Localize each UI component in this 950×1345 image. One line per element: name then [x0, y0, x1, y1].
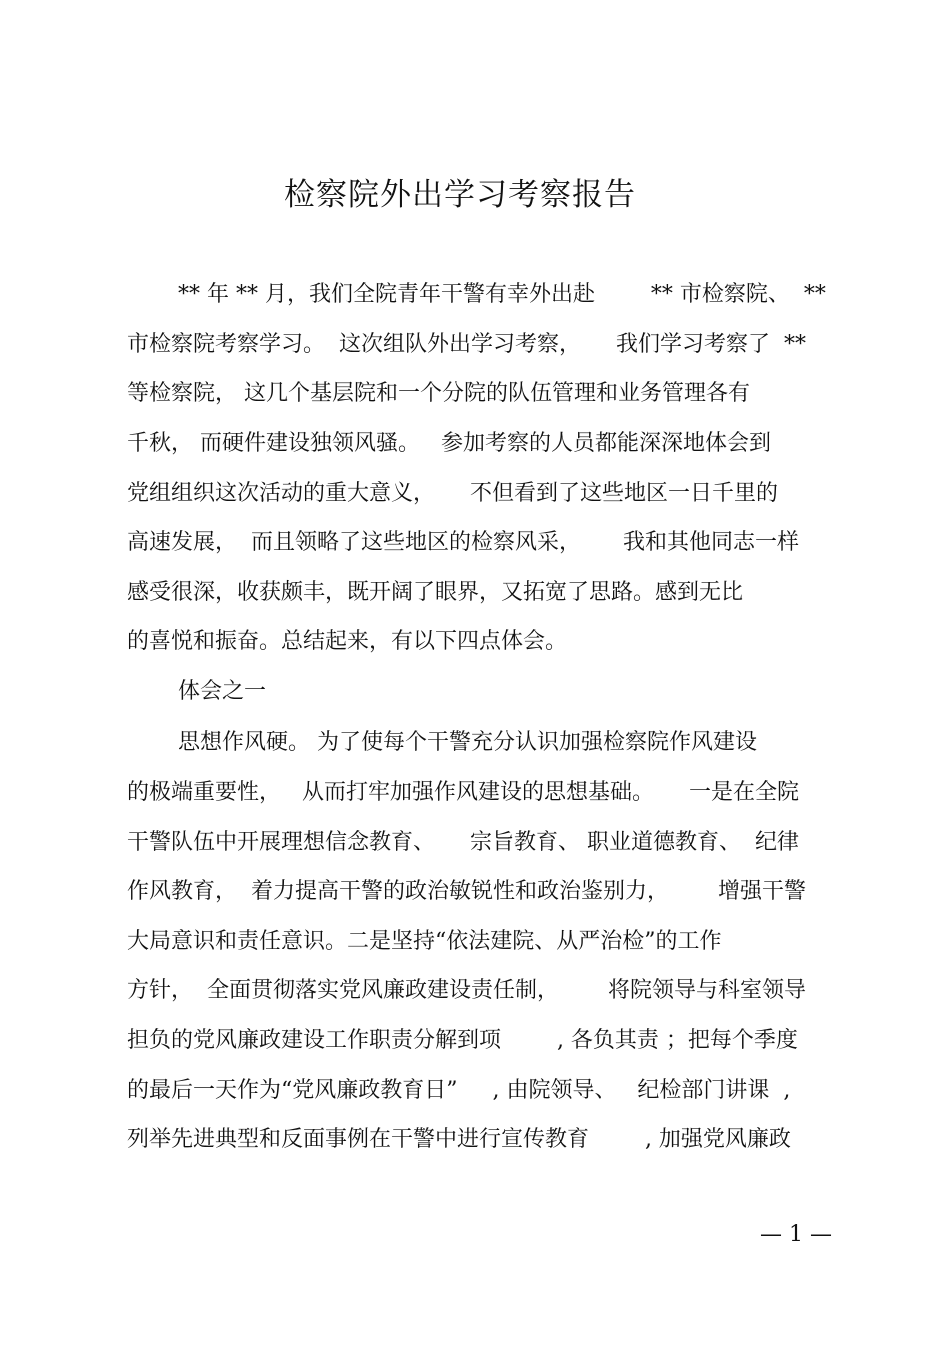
- paragraph-line: 的极端重要性， 从而打牢加强作风建设的思想基础。 一是在全院: [127, 780, 799, 805]
- section-heading: 体会之一: [178, 679, 267, 704]
- paragraph-line: 方针， 全面贯彻落实党风廉政建设责任制， 将院领导与科室领导: [127, 978, 806, 1003]
- paragraph-line: 千秋， 而硬件建设独领风骚。 参加考察的人员都能深深地体会到: [127, 431, 771, 456]
- paragraph-line: 市检察院考察学习。 这次组队外出学习考察， 我们学习考察了 **: [127, 332, 806, 357]
- paragraph-line: 等检察院， 这几个基层院和一个分院的队伍管理和业务管理各有: [127, 381, 750, 406]
- paragraph-line: 担负的党风廉政建设工作职责分解到项 , 各负其责 ；把每个季度: [127, 1028, 798, 1053]
- paragraph-line: 大局意识和责任意识。二是坚持“依法建院、从严治检”的工作: [127, 929, 722, 954]
- paragraph-line: 干警队伍中开展理想信念教育、 宗旨教育、 职业道德教育、 纪律: [127, 830, 799, 855]
- paragraph-line: 思想作风硬。 为了使每个干警充分认识加强检察院作风建设: [178, 730, 757, 755]
- paragraph-line: 作风教育， 着力提高干警的政治敏锐性和政治鉴别力， 增强干警: [127, 879, 806, 904]
- paragraph-line: 的喜悦和振奋。总结起来，有以下四点体会。: [127, 629, 568, 654]
- paragraph-line: 的最后一天作为“党风廉政教育日” , 由院领导、 纪检部门讲课 ,: [127, 1078, 791, 1103]
- page-number: — 1 —: [760, 1222, 832, 1247]
- paragraph-line: 高速发展， 而且领略了这些地区的检察风采， 我和其他同志一样: [127, 530, 799, 555]
- paragraph-line: 感受很深，收获颇丰，既开阔了眼界，又拓宽了思路。感到无比: [127, 580, 744, 605]
- paragraph-line: ** 年 ** 月，我们全院青年干警有幸外出赴 ** 市检察院、 **: [178, 282, 826, 307]
- paragraph-line: 列举先进典型和反面事例在干警中进行宣传教育 , 加强党风廉政: [127, 1127, 791, 1152]
- document-title: 检察院外出学习考察报告: [284, 177, 636, 213]
- paragraph-line: 党组组织这次活动的重大意义， 不但看到了这些地区一日千里的: [127, 481, 778, 506]
